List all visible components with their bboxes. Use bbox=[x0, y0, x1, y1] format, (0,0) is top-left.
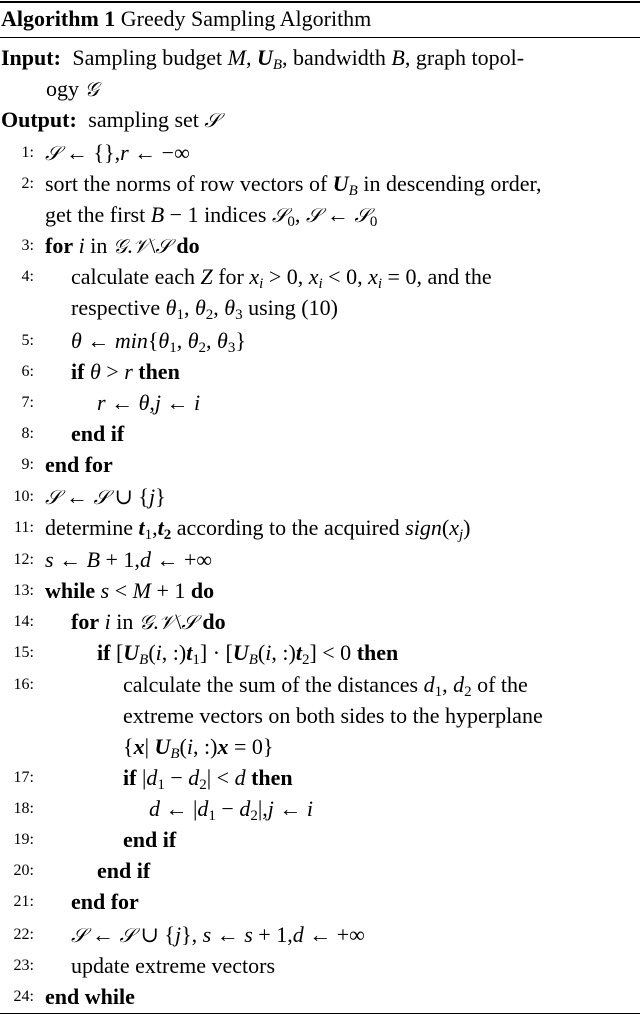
algo-line-2-cont bbox=[0, 199, 640, 230]
line-number: 8: bbox=[21, 425, 34, 442]
line-number: 5: bbox=[21, 332, 34, 349]
line-code: 𝒮 ← 𝒮 ∪ {j} bbox=[45, 484, 166, 509]
line-code: determine $t_1,t_2$ according to the acquired $sign(x_j)$ bbox=[45, 515, 471, 543]
algo-line-16-cont2 bbox=[0, 731, 640, 762]
algo-line-1 bbox=[0, 137, 640, 168]
algo-line-14 bbox=[0, 606, 640, 637]
line-number: 1: bbox=[21, 144, 34, 161]
line-code: calculate the sum of the distances $d_1$, $d_2$ of the bbox=[123, 672, 528, 700]
output-text: sampling set 𝒮 bbox=[88, 107, 220, 132]
algo-line-6 bbox=[0, 356, 640, 387]
line-code: end if bbox=[97, 858, 151, 883]
algo-line-22 bbox=[0, 919, 640, 950]
caption-label: Algorithm 1 bbox=[1, 6, 116, 31]
line-number: 22: bbox=[13, 926, 34, 943]
line-number: 4: bbox=[21, 268, 34, 285]
line-code: 𝒮 ← {},r ← −∞ bbox=[45, 140, 190, 165]
line-code: 𝒮 ← 𝒮 ∪ {j}, s ← s + 1,d ← +∞ bbox=[71, 922, 365, 947]
line-number: 18: bbox=[13, 800, 34, 817]
line-number: 12: bbox=[13, 551, 34, 568]
line-number: 7: bbox=[21, 394, 34, 411]
line-code: end while bbox=[45, 984, 135, 1009]
line-code: end if bbox=[71, 421, 125, 446]
line-number: 17: bbox=[13, 769, 34, 786]
algo-line-3 bbox=[0, 230, 640, 261]
line-number: 11: bbox=[14, 519, 34, 536]
algo-line-23 bbox=[0, 950, 640, 981]
algo-line-5 bbox=[0, 325, 640, 356]
line-code: r ← θ,j ← i bbox=[97, 390, 201, 415]
algo-line-13 bbox=[0, 575, 640, 606]
line-number: 10: bbox=[13, 488, 34, 505]
line-code: while s < M + 1 do bbox=[45, 578, 215, 603]
output-row bbox=[1, 104, 220, 136]
input-text-line2: ogy 𝒢 bbox=[46, 76, 99, 101]
algo-line-16 bbox=[0, 669, 640, 700]
algo-line-21 bbox=[0, 886, 640, 917]
line-number: 6: bbox=[21, 363, 34, 380]
algo-line-8 bbox=[0, 418, 640, 449]
line-number: 23: bbox=[13, 957, 34, 974]
algo-line-9 bbox=[0, 449, 640, 480]
line-code: end for bbox=[45, 452, 113, 477]
algo-line-24 bbox=[0, 981, 640, 1012]
algo-line-17 bbox=[0, 762, 640, 793]
line-number: 3: bbox=[21, 237, 34, 254]
top-rule bbox=[0, 1, 640, 3]
line-number: 20: bbox=[13, 862, 34, 879]
algo-line-12 bbox=[0, 544, 640, 575]
line-code: if $|d_1 - d_2| < d$ then bbox=[123, 765, 293, 793]
line-number: 9: bbox=[21, 456, 34, 473]
line-code: for i in 𝒢.𝒱\𝒮 do bbox=[71, 609, 226, 634]
line-code: s ← B + 1,d ← +∞ bbox=[45, 547, 213, 572]
line-number: 21: bbox=[13, 893, 34, 910]
line-code: if θ > r then bbox=[71, 359, 180, 384]
algo-line-4-cont bbox=[0, 292, 640, 323]
line-code: d ← $|d_1 - d_2|,j$ ← i bbox=[149, 796, 313, 824]
input-label: Input: bbox=[1, 45, 61, 70]
algo-line-7 bbox=[0, 387, 640, 418]
algo-line-19 bbox=[0, 824, 640, 855]
line-code: get the first B − 1 indices 𝒮$_0$, 𝒮 ← 𝒮$_0$ bbox=[45, 202, 378, 230]
line-code: respective $\theta_1$, $\theta_2$, $\theta_3$ using (10) bbox=[71, 295, 338, 323]
line-number: 16: bbox=[13, 676, 34, 693]
line-code: for i in 𝒢.𝒱\𝒮 do bbox=[45, 233, 200, 258]
line-number: 14: bbox=[13, 613, 34, 630]
line-code: calculate each Z for $x_i > 0$, $x_i < 0$, $x_i = 0$, and the bbox=[71, 264, 492, 292]
output-label: Output: bbox=[1, 107, 77, 132]
line-number: 24: bbox=[13, 988, 34, 1005]
algo-line-10 bbox=[0, 481, 640, 512]
input-row bbox=[1, 42, 524, 73]
line-code: update extreme vectors bbox=[71, 953, 276, 978]
caption-rule bbox=[0, 37, 640, 38]
algo-line-18 bbox=[0, 793, 640, 824]
line-code: extreme vectors on both sides to the hyperplane bbox=[123, 703, 543, 728]
line-code: θ ← $\min\{\theta_1$, $\theta_2$, $\theta_3$} bbox=[71, 328, 246, 356]
input-text-line1: Sampling budget M, $U_B$, bandwidth B, graph topol- bbox=[72, 45, 525, 73]
line-number: 15: bbox=[13, 644, 34, 661]
line-code: end for bbox=[71, 889, 139, 914]
line-code: if [$U_B(i$, $:)t_1] \cdot [U_B(i$, $:)t_2] < 0$ then bbox=[97, 640, 399, 668]
line-code: {x| $U_B(i$, :)x = 0} bbox=[123, 734, 274, 762]
line-number: 2: bbox=[21, 175, 34, 192]
algo-line-2 bbox=[0, 168, 640, 199]
line-number: 13: bbox=[13, 582, 34, 599]
line-code: sort the norms of row vectors of $U_B$ in descending order, bbox=[45, 171, 542, 199]
algo-line-4 bbox=[0, 261, 640, 292]
bottom-rule bbox=[0, 1013, 640, 1014]
caption-title: Greedy Sampling Algorithm bbox=[120, 6, 372, 31]
algo-line-20 bbox=[0, 855, 640, 886]
algo-line-11 bbox=[0, 512, 640, 543]
algo-line-15 bbox=[0, 637, 640, 668]
algorithm-caption bbox=[1, 5, 371, 33]
algo-line-16-cont bbox=[0, 700, 640, 731]
line-number: 19: bbox=[13, 831, 34, 848]
line-code: end if bbox=[123, 827, 177, 852]
